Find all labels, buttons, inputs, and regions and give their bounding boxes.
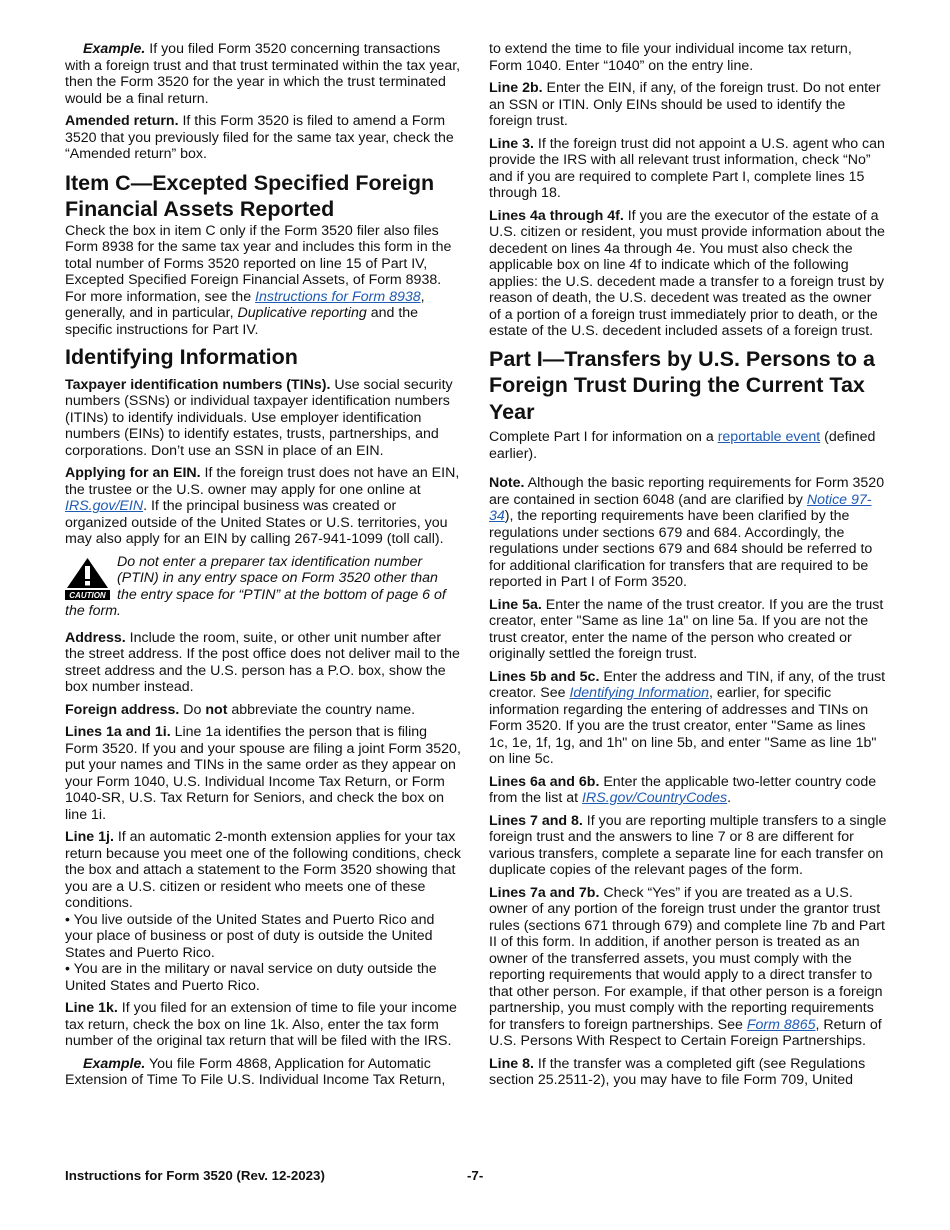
bullet-item: • You are in the military or naval service on duty outside the United States and Puerto Rico. — [65, 961, 437, 994]
line-3-text: If the foreign trust did not appoint a U.S. agent who can provide the IRS with all relevant trust information, check “No” and if you are required to complete Part I, complete lines 15 through 18. — [489, 135, 885, 201]
example-lead: Example. — [83, 41, 146, 57]
line-1k-text: If you filed for an extension of time to file your income tax return, check the box on line 1k. Also, enter the tax form number of the original tax return that will be filed with the IRS. — [65, 1000, 457, 1049]
ein-text: . If the principal business was created or organized outside of the United States or U.S. territories, you may also apply for an EIN by calling 267-941-1099 (toll call). — [65, 498, 448, 547]
caution-label: CAUTION — [69, 590, 106, 600]
line-5a-lead: Line 5a. — [489, 596, 542, 613]
identifying-information-link[interactable]: Identifying Information — [569, 685, 710, 701]
line-3-lead: Line 3. — [489, 135, 534, 152]
ein-paragraph — [65, 465, 461, 548]
lines-6a-6b-text: Enter the applicable two-letter country code from the list at — [489, 773, 877, 806]
line-1j-text: If an automatic 2-month extension applies for your tax return because you meet one of the following conditions, check the box and attach a statement to the Form 3520 showing that you are a U.S. citizen or resident who meets one of these conditions. — [65, 829, 461, 911]
foreign-address-paragraph — [65, 702, 461, 719]
foreign-address-not: not — [205, 701, 228, 718]
example-paragraph — [65, 1056, 461, 1089]
foreign-address-text: abbreviate the country name. — [227, 701, 416, 718]
lines-7-8-paragraph — [489, 813, 887, 879]
caution-text-tail: the form. — [65, 603, 121, 619]
page-number: -7- — [467, 1168, 484, 1183]
caution-icon — [65, 556, 110, 600]
line-3-paragraph — [489, 136, 887, 202]
line-8-text: If the transfer was a completed gift (see Regulations section 25.2511-2), you may have to file Form 709, United — [489, 1055, 866, 1088]
address-lead: Address. — [65, 629, 126, 646]
ein-lead: Applying for an EIN. — [65, 465, 201, 481]
lines-5b-5c-paragraph — [489, 669, 887, 768]
line-8-lead: Line 8. — [489, 1055, 534, 1072]
line-5a-text: Enter the name of the trust creator. If you are the trust creator, enter "Same as line 1a" on line 5a. If you are not the trust creator, enter the name of the person who created or originally settled the foreign trust. — [489, 596, 884, 662]
duplicative-reporting-text: Duplicative reporting — [237, 305, 367, 321]
amended-return-paragraph — [65, 113, 461, 163]
irs-ein-link[interactable]: IRS.gov/EIN — [65, 498, 144, 514]
line-2b-text: Enter the EIN, if any, of the foreign trust. Do not enter an SSN or ITIN. Only EINs should be used to identify the foreign trust. — [489, 80, 881, 129]
item-c-paragraph — [65, 223, 461, 339]
example-text: If you filed Form 3520 concerning transactions with a foreign trust and that trust terminated within the tax year, then the Form 3520 for the year in which the trust terminated would be a final return. — [65, 41, 461, 107]
note-lead: Note. — [489, 475, 525, 491]
note-paragraph — [489, 475, 887, 591]
lines-1a-1i-lead: Lines 1a and 1i. — [65, 724, 171, 740]
amended-return-lead: Amended return. — [65, 113, 179, 129]
lines-7a-7b-paragraph — [489, 885, 887, 1050]
lines-7-8-text: If you are reporting multiple transfers to a single foreign trust and the answers to line 7 or 8 are different for various transfers, complete a separate line for each transfer on duplicate copies of the relevant pages of the form. — [489, 812, 887, 878]
item-c-text: Check the box in item C only if the Form 3520 filer also files Form 8938 for the same tax year and includes this form in the total number of Forms 3520 reported on line 15 of Part IV, Excepted Specified Foreign Financial Assets, of Form 8938. For more information, see the — [65, 222, 452, 305]
caution-box — [65, 554, 461, 620]
lines-7a-7b-lead: Lines 7a and 7b. — [489, 884, 600, 901]
line-1j-paragraph — [65, 829, 461, 912]
line-1k-paragraph — [65, 1000, 461, 1050]
lines-6a-6b-lead: Lines 6a and 6b. — [489, 773, 600, 790]
lines-4a-4f-paragraph — [489, 208, 887, 340]
lines-4a-4f-text: If you are the executor of the estate of a U.S. citizen or resident, you must provide information about the decedent on lines 4a through 4e. You must also check the applicable box on line 4f to indicate which of the following applies: the U.S. decedent made a transfer to a foreign trust by reason of death, the U.S. decedent was treated as the owner of a portion of a foreign trust immediately prior to death, or the estate of the U.S. decedent included assets of a foreign trust. — [489, 207, 885, 339]
line-1j-lead: Line 1j. — [65, 829, 114, 845]
foreign-address-text: Do — [179, 701, 206, 718]
example-lead: Example. — [83, 1055, 146, 1072]
bullet-item: • You live outside of the United States and Puerto Rico and your place of business or post of duty is outside the United States and Puerto Rico. — [65, 911, 435, 961]
tin-paragraph — [65, 377, 461, 460]
item-c-text: and the specific instructions for Part IV. — [65, 305, 419, 338]
item-c-text: , generally, and in particular, — [65, 288, 425, 321]
lines-1a-1i-text: Line 1a identifies the person that is filing Form 3520. If you and your spouse are filing a joint Form 3520, put your names and TINs in the same order as they appear on your Form 1040, U.S. Individual Income Tax Return, or Form 1040-SR, U.S. Tax Return for Seniors, and check the box on line 1i. — [65, 724, 461, 823]
footer-title: Instructions for Form 3520 (Rev. 12-2023) — [65, 1168, 325, 1183]
ein-text: If the foreign trust does not have an EIN, the trustee or the U.S. owner may apply for one online at — [65, 465, 460, 498]
lines-1a-1i-paragraph — [65, 724, 461, 823]
lines-5b-5c-text: , earlier, for specific information regarding the entering of addresses and TINs on Form 3520. If you are the trust creator, enter "Same as lines 1c, 1e, 1f, 1g, and 1h" on line 5b, and enter "Same as line 1b" on line 5c. — [489, 685, 877, 767]
line-5a-paragraph — [489, 597, 887, 663]
heading-identifying-information: Identifying Information — [65, 345, 298, 369]
address-paragraph — [65, 630, 461, 696]
note-text: ), the reporting requirements have been clarified by the regulations under sections 679 and 684. Accordingly, the regulations under sections 679 and 684 should be referred to for additional clarification for transfers that are required to be reported in Part I of Form 3520. — [489, 508, 873, 590]
left-column — [65, 41, 461, 1095]
lines-7a-7b-text: , Return of U.S. Persons With Respect to Certain Foreign Partnerships. — [489, 1016, 882, 1049]
lines-4a-4f-lead: Lines 4a through 4f. — [489, 207, 624, 224]
note-text: Although the basic reporting requirements for Form 3520 are contained in section 6048 (and are clarified by — [489, 475, 885, 508]
part-i-paragraph — [489, 429, 887, 462]
line-2b-lead: Line 2b. — [489, 80, 543, 96]
right-column — [489, 41, 887, 1095]
instructions-form-8938-link[interactable]: Instructions for Form 8938 — [255, 288, 421, 305]
foreign-address-lead: Foreign address. — [65, 701, 180, 718]
example-paragraph — [65, 41, 461, 107]
example-text: You file Form 4868, Application for Automatic Extension of Time To File U.S. Individual Income Tax Return, — [65, 1055, 446, 1088]
lines-6a-6b-paragraph — [489, 774, 887, 807]
irs-country-codes-link[interactable]: IRS.gov/CountryCodes — [582, 790, 728, 806]
amended-return-text: If this Form 3520 is filed to amend a Form 3520 that you previously filed for the same tax year, check the “Amended return” box. — [65, 113, 454, 162]
notice-97-34-link[interactable]: Notice 97-34 — [489, 491, 872, 524]
line-1k-lead: Line 1k. — [65, 1000, 118, 1016]
form-8865-link[interactable]: Form 8865 — [746, 1016, 816, 1033]
caution-text: Do not enter a preparer tax identification number (PTIN) in any entry space on Form 3520 other than the entry space for “PTIN” at the bottom of page 6 of — [117, 553, 446, 603]
part-i-text: (defined earlier). — [489, 429, 876, 462]
part-i-text: Complete Part I for information on a — [489, 429, 718, 445]
tin-lead: Taxpayer identification numbers (TINs). — [65, 376, 331, 393]
continuation-paragraph: to extend the time to file your individual income tax return, Form 1040. Enter “1040” on the entry line. — [489, 41, 852, 74]
lines-5b-5c-text: Enter the address and TIN, if any, of the trust creator. See — [489, 668, 886, 701]
lines-6a-6b-text: . — [727, 790, 732, 806]
tin-text: Use social security numbers (SSNs) or individual taxpayer identification numbers (ITINs) to identify individuals. Use employer identification numbers (EINs) to identify estates, trusts, partnerships, and corporations. Don’t use an SSN in place of an EIN. — [65, 376, 453, 459]
heading-part-i: Part I—Transfers by U.S. Persons to a Foreign Trust During the Current Tax Year — [489, 346, 875, 424]
lines-7a-7b-text: Check “Yes” if you are treated as a U.S. owner of any portion of the foreign trust under the grantor trust rules (sections 671 through 679) and complete line 7b and Part II of this form. In addition, if another person is treated as an owner of the transferred assets, you must comply with the reporting requirements that would apply to a direct transfer to that other person. For example, if that other person is a foreign partnership, you must comply with the reporting requirements for transfers to foreign partnerships. See — [489, 884, 885, 1033]
lines-7-8-lead: Lines 7 and 8. — [489, 812, 583, 829]
lines-5b-5c-lead: Lines 5b and 5c. — [489, 668, 600, 685]
reportable-event-link[interactable]: reportable event — [717, 429, 821, 445]
heading-item-c: Item C—Excepted Specified Foreign Financial Assets Reported — [65, 170, 435, 221]
line-2b-paragraph — [489, 80, 887, 130]
line-8-paragraph — [489, 1056, 887, 1089]
address-text: Include the room, suite, or other unit number after the street address. If the post office does not deliver mail to the street address and the U.S. person has a P.O. box, show the box number instead. — [65, 629, 460, 695]
